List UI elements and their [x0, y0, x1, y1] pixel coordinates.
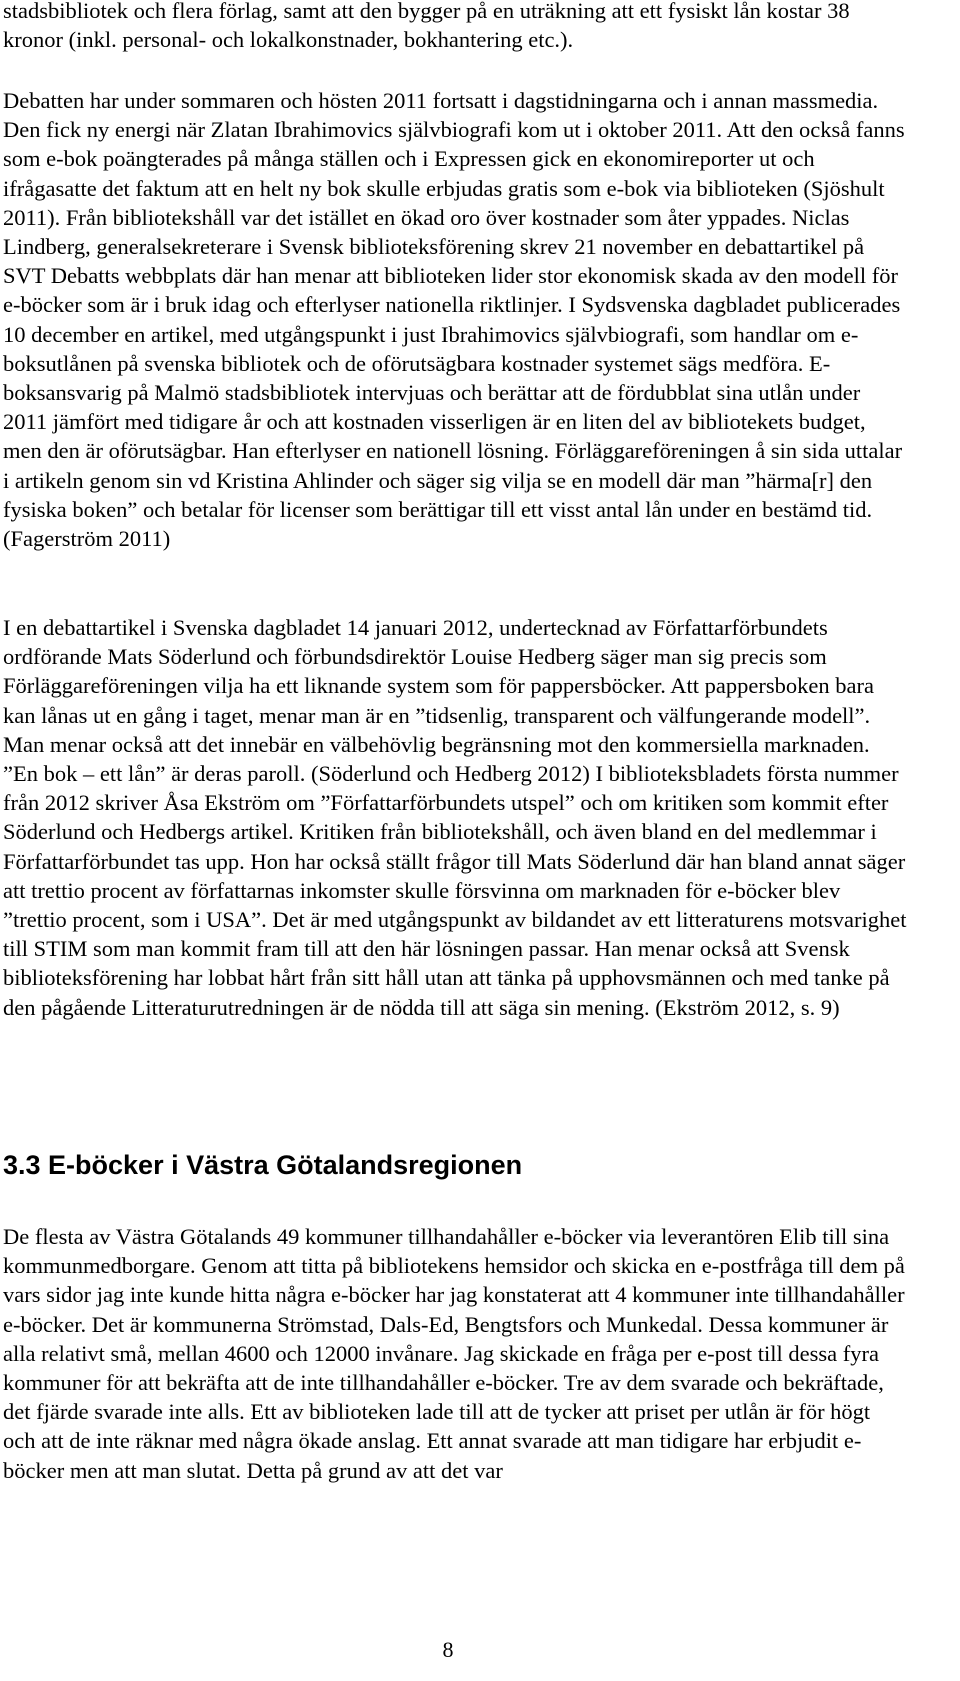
- section-heading: 3.3 E-böcker i Västra Götalandsregionen: [3, 1150, 523, 1180]
- paragraph-debate-article-2012: I en debattartikel i Svenska dagbladet 14 januari 2012, undertecknad av Författarförbundets ordförande Mats Söderlund och förbundsdirektör Louise Hedberg säger man sig precis som Förläggareföreningen vilja ha ett liknande system som för pappersböcker. Att pappersboken bara kan lånas ut en gång i taget, menar man är en ”tidsenlig, transparent och välfungerande modell”. Man menar också att det innebär en välbehövlig begränsning mot den kommersiella marknaden. ”En bok – ett lån” är deras paroll. (Söderlund och Hedberg 2012) I biblioteksbladets första nummer från 2012 skriver Åsa Ekström om ”Författarförbundets utspel” och om kritiken som kommit efter Söderlund och Hedbergs artikel. Kritiken från bibliotekshåll, och även bland en del medlemmar i Författarförbundet tas upp. Hon har också ställt frågor till Mats Söderlund där han bland annat säger att trettio procent av författarnas inkomster skulle försvinna om marknaden för e-böcker blev ”trettio procent, som i USA”. Det är med utgångspunkt av bildandet av ett litteraturens motsvarighet till STIM som man kommit fram till att den här lösningen passar. Han menar också att Svensk biblioteksförening har lobbat hårt från sitt håll utan att tänka på upphovsmännen och med tanke på den pågående Litteraturutredningen är de nödda till att säga sin mening. (Ekström 2012, s. 9): [3, 615, 907, 1020]
- page-number: 8: [442, 1637, 454, 1662]
- paragraph-vastra-gotaland: De flesta av Västra Götalands 49 kommuner tillhandahåller e-böcker via leverantören Elib till sina kommunmedborgare. Genom att titta på bibliotekens hemsidor och skicka en e-postfråga till dem på vars sidor jag inte kunde hitta några e-böcker har jag konstaterat att 4 kommuner inte tillhandahåller e-böcker. Det är kommunerna Strömstad, Dals-Ed, Bengtsfors och Munkedal. Dessa kommuner är alla relativt små, mellan 4600 och 12000 invånare. Jag skickade en fråga per e-post till dessa fyra kommuner för att bekräfta att de inte tillhandahåller e-böcker. Tre av dem svarade och bekräftade, det fjärde svarade inte alls. Ett av biblioteken lade till att de tycker att priset per utlån är för högt och att de inte räknar med några ökade anslag. Ett annat svarade att man tidigare har erbjudit e-böcker men att man slutat. Detta på grund av att det var: [3, 1224, 905, 1483]
- paragraph-debate-2011: Debatten har under sommaren och hösten 2011 fortsatt i dagstidningarna och i annan massmedia. Den fick ny energi när Zlatan Ibrahimovics självbiografi kom ut i oktober 2011. Att den också fanns som e-bok poängterades på många ställen och i Expressen gick en ekonomireporter ut och ifrågasatte det faktum att en helt ny bok skulle erbjudas gratis som e-bok via biblioteken (Sjöshult 2011). Från bibliotekshåll var det istället en ökad oro över kostnader som åter yppades. Niclas Lindberg, generalsekreterare i Svensk biblioteksförening skrev 21 november en debattartikel på SVT Debatts webbplats där han menar att biblioteken lider stor ekonomisk skada av den modell för e-böcker som är i bruk idag och efterlyser nationella riktlinjer. I Sydsvenska dagbladet publicerades 10 december en artikel, med utgångspunkt i just Ibrahimovics självbiografi, som handlar om e-boksutlånen på svenska bibliotek och de oförutsägbara kostnader systemet sägs medföra. E-boksansvarig på Malmö stadsbibliotek intervjuas och berättar att de fördubblat sina utlån under 2011 jämfört med tidigare år och att kostnaden visserligen är en liten del av bibliotekets budget, men den är oförutsägbar. Han efterlyser en nationell lösning. Förläggareföreningen å sin sida uttalar i artikeln genom sin vd Kristina Ahlinder och säger sig vilja se en modell där man ”härma[r] den fysiska boken” och betalar för licenser som berättigar till ett visst antal lån under en bestämd tid. (Fagerström 2011): [3, 88, 905, 552]
- paragraph-library-cost: stadsbibliotek och flera förlag, samt att den bygger på en uträkning att ett fysiskt lån kostar 38 kronor (inkl. personal- och lokalkonstnader, bokhantering etc.).: [3, 0, 850, 53]
